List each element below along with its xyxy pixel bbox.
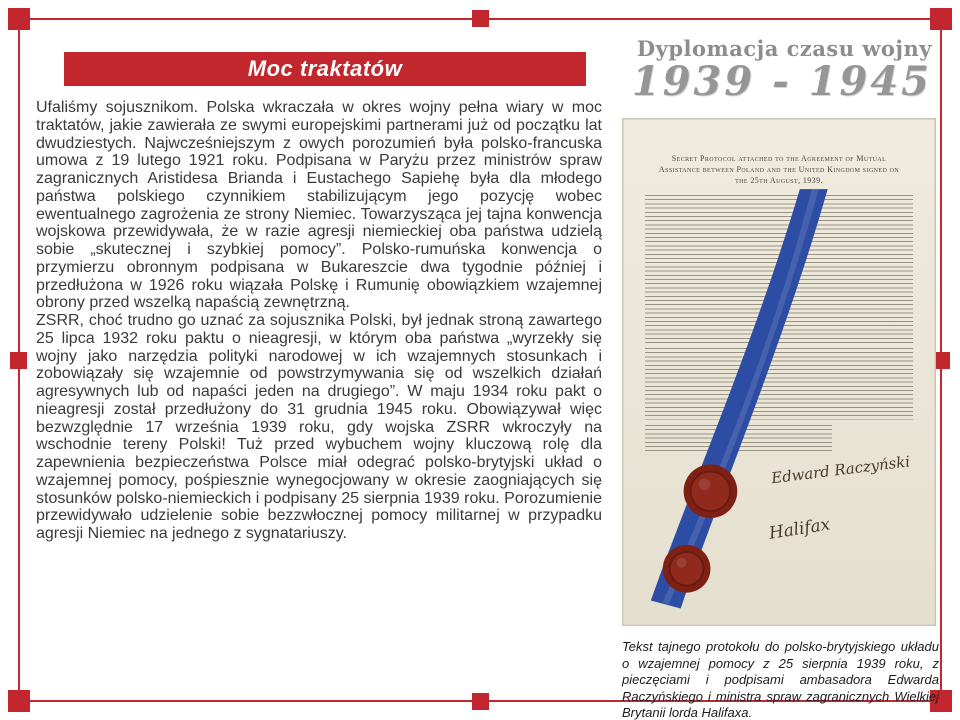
series-years: 1939 - 1945 bbox=[631, 58, 932, 105]
paragraph-1: Ufaliśmy sojusznikom. Polska wkraczała w okres wojny pełna wiary w moc traktatów, jakie zawierała ze swymi europejskimi partnerami już od początku lat dwudziestych. Najwcześniejszym z owych porozumień była polsko-francuska umowa z 19 lutego 1921 roku. Podpisana w Paryżu przez ministrów spraw zagranicznych Aristidesa Brianda i Eustachego Sapiehę była dla młodego państwa polskiego czynnikiem stabilizującym jego pozycję wobec ewentualnego zagrożenia ze strony Niemiec. Towarzysząca jej tajna konwencja wojskowa przewidywała, że w razie agresji niemieckiej oba państwa udzielą sobie „skutecznej i szybkiej pomocy”. Polsko-rumuńska konwencja o przymierzu obronnym podpisana w Bukareszcie dwa tygodnie później i przedłużona w 1926 roku wiązała Polskę i Rumunię obowiązkiem wzajemnej obrony przed wszelką napaścią zewnętrzną. bbox=[36, 99, 602, 312]
document-heading: Secret Protocol attached to the Agreement of Mutual Assistance between Poland and the United Kingdom signed on the 25th August, 1939. bbox=[658, 154, 900, 186]
frame-mid-left-square bbox=[10, 352, 27, 369]
series-header bbox=[632, 36, 932, 103]
slide-title: Moc traktatów bbox=[247, 56, 403, 81]
series-title: Dyplomacja czasu wojny bbox=[636, 36, 932, 61]
frame-mid-top-square bbox=[472, 10, 489, 27]
signature-halifax: Halifax bbox=[767, 513, 832, 543]
wax-seal-bottom bbox=[663, 545, 711, 593]
signature-raczynski: Edward Raczyński bbox=[770, 452, 911, 488]
title-banner bbox=[64, 52, 586, 86]
frame-corner-bottom-left-square bbox=[8, 690, 30, 712]
ribbon bbox=[651, 189, 828, 608]
frame-corner-top-left-square bbox=[8, 8, 30, 30]
document-overlay bbox=[623, 119, 935, 625]
frame-corner-top-right-square bbox=[930, 8, 952, 30]
document-photo bbox=[622, 118, 936, 626]
figure-caption: Tekst tajnego protokołu do polsko-brytyjskiego układu o wzajemnej pomocy z 25 sierpnia 1939 roku, z pieczęciami i podpisami ambasadora Edwarda Raczyńskiego i ministra spraw zagranicznych Wielkiej Brytanii lorda Halifaxa. bbox=[622, 639, 939, 720]
body-text bbox=[36, 99, 602, 543]
wax-seal-top bbox=[684, 464, 738, 518]
frame-mid-bottom-square bbox=[472, 693, 489, 710]
paragraph-2: ZSRR, choć trudno go uznać za sojusznika Polski, był jednak stroną zawartego 25 lipca 1932 roku paktu o nieagresji, w którym oba państwa „wyrzekły się wojny jako narzędzia polityki narodowej w ich wzajemnych stosunkach i zobowiązały się wzajemnie od powstrzymywania się od wszelkich działań agresywnych lub od napaści jeden na drugiego”. W maju 1934 roku pakt o nieagresji został przedłużony do 31 grudnia 1945 roku. Obowiązywał więc bezwzględnie 17 września 1939 roku, gdy wojska ZSRR wkroczyły na wschodnie tereny Polski! Tuż przed wybuchem wojny kluczową rolę dla zapewnienia bezpieczeństwa Polsce miał odegrać polsko-brytyjski układ o wzajemnej pomocy, pośpiesznie wynegocjowany w okresie zaogniających się stosunków polsko-niemieckich i podpisany 25 sierpnia 1939 roku. Porozumienie przewidywało udzielenie sobie bezzwłocznej pomocy militarnej w przypadku agresji Niemiec na jednego z sygnatariuszy. bbox=[36, 312, 602, 542]
